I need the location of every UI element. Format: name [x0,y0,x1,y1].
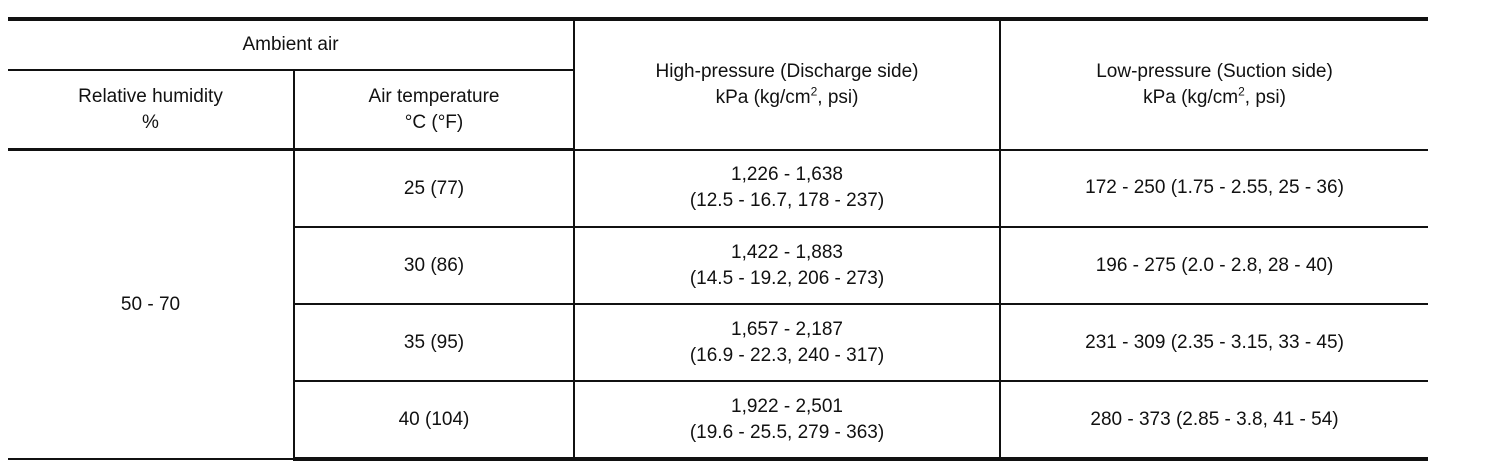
header-relative-humidity [8,70,294,150]
cell-air-temperature: 25 (77) [294,150,574,228]
header-low-pressure-unit-tail: , psi) [1244,86,1286,108]
cell-air-temperature: 30 (86) [294,227,574,304]
cell-high-pressure [574,227,1000,304]
cell-high-pressure-kpa: 1,226 - 1,638 [731,164,843,186]
pressure-spec-sheet [8,17,1428,459]
cell-high-pressure-kpa: 1,657 - 2,187 [731,318,843,340]
header-ambient-air: Ambient air [8,19,574,70]
header-high-pressure-unit-exponent: 2 [810,84,818,99]
header-low-pressure-unit-exponent: 2 [1238,84,1245,99]
table-row [8,150,1428,228]
header-row-1 [8,19,1428,70]
header-high-pressure-unit-text: kPa (kg/cm [715,86,811,108]
cell-high-pressure-alt: (19.6 - 25.5, 279 - 363) [689,421,885,443]
header-relative-humidity-label: Relative humidity [78,85,223,107]
header-low-pressure-unit [1001,85,1428,111]
cell-high-pressure-kpa: 1,922 - 2,501 [731,395,843,417]
cell-relative-humidity-value: 50 - 70 [8,150,294,460]
cell-low-pressure: 172 - 250 (1.75 - 2.55, 25 - 36) [1000,150,1428,228]
header-high-pressure-title: High-pressure (Discharge side) [655,60,919,82]
header-high-pressure [574,19,1000,150]
header-air-temperature [294,70,574,150]
cell-low-pressure: 280 - 373 (2.85 - 3.8, 41 - 54) [1000,381,1428,459]
cell-high-pressure [574,304,1000,381]
cell-air-temperature: 35 (95) [294,304,574,381]
header-low-pressure-unit-text: kPa (kg/cm [1143,86,1239,108]
header-low-pressure [1000,19,1428,150]
cell-low-pressure: 196 - 275 (2.0 - 2.8, 28 - 40) [1000,227,1428,304]
header-air-temperature-unit: °C (°F) [404,111,464,133]
cell-air-temperature: 40 (104) [294,381,574,459]
pressure-spec-table [8,17,1428,461]
header-low-pressure-title: Low-pressure (Suction side) [1096,60,1333,82]
cell-high-pressure-alt: (12.5 - 16.7, 178 - 237) [689,190,885,212]
header-high-pressure-unit [575,85,999,111]
header-high-pressure-unit-tail: , psi) [817,86,859,108]
header-relative-humidity-unit: % [142,111,159,133]
cell-high-pressure [574,381,1000,459]
cell-high-pressure-alt: (14.5 - 19.2, 206 - 273) [689,267,885,289]
cell-high-pressure [574,150,1000,228]
header-air-temperature-label: Air temperature [368,85,500,107]
cell-high-pressure-alt: (16.9 - 22.3, 240 - 317) [689,344,885,366]
cell-low-pressure: 231 - 309 (2.35 - 3.15, 33 - 45) [1000,304,1428,381]
cell-high-pressure-kpa: 1,422 - 1,883 [731,241,843,263]
